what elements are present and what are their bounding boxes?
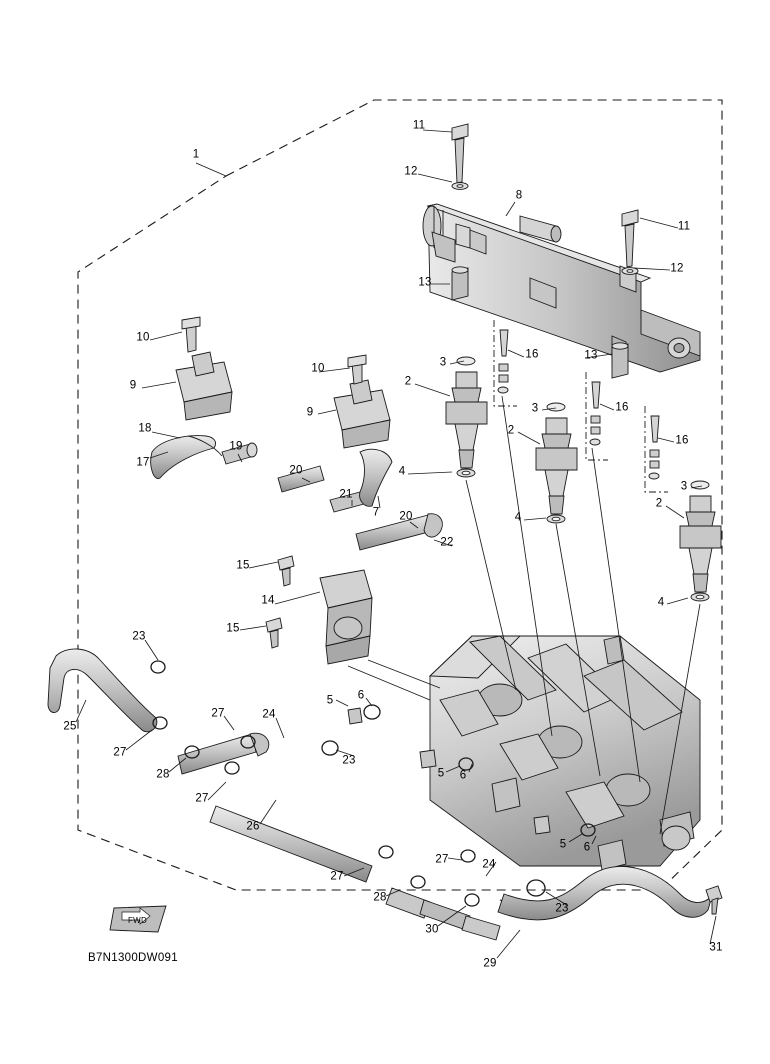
- callout-number: 25: [63, 720, 77, 733]
- callout-number: 23: [132, 630, 146, 643]
- callout-number: 23: [555, 902, 569, 915]
- callout-number: 3: [439, 356, 447, 369]
- callout-number: 27: [211, 707, 225, 720]
- callout-number: 10: [311, 362, 325, 375]
- fwd-direction-label: FWD: [128, 916, 148, 925]
- callout-number: 24: [262, 708, 276, 721]
- callout-number: 5: [559, 838, 567, 851]
- callout-number: 12: [404, 165, 418, 178]
- callout-number: 9: [306, 406, 314, 419]
- callout-number: 17: [136, 456, 150, 469]
- callout-number: 20: [289, 464, 303, 477]
- callout-number: 24: [482, 858, 496, 871]
- callout-number: 16: [525, 348, 539, 361]
- callout-number: 13: [584, 349, 598, 362]
- callout-number: 14: [261, 594, 275, 607]
- callout-number: 27: [195, 792, 209, 805]
- throttle-body-assembly: [430, 636, 700, 870]
- callout-number: 7: [372, 506, 380, 519]
- callout-number: 2: [404, 375, 412, 388]
- callout-number: 2: [655, 497, 663, 510]
- callout-number: 4: [398, 465, 406, 478]
- callout-number: 13: [418, 276, 432, 289]
- callout-number: 20: [399, 510, 413, 523]
- callout-number: 27: [435, 853, 449, 866]
- callout-number: 16: [615, 401, 629, 414]
- callout-number: 26: [246, 820, 260, 833]
- callout-number: 5: [326, 694, 334, 707]
- isc-valve: [266, 556, 372, 664]
- callout-number: 22: [440, 536, 454, 549]
- callout-number: 2: [507, 424, 515, 437]
- callout-number: 6: [459, 769, 467, 782]
- injector-left: [446, 320, 517, 477]
- callout-number: 3: [680, 480, 688, 493]
- callout-number: 4: [514, 511, 522, 524]
- callout-number: 19: [229, 440, 243, 453]
- callout-number: 27: [113, 746, 127, 759]
- callout-number: 15: [226, 622, 240, 635]
- callout-number: 10: [136, 331, 150, 344]
- callout-number: 27: [330, 870, 344, 883]
- part-reference-code: B7N1300DW091: [88, 952, 178, 964]
- callout-number: 8: [515, 189, 523, 202]
- callout-number: 11: [412, 119, 426, 132]
- callout-number: 29: [483, 957, 497, 970]
- callout-number: 18: [138, 422, 152, 435]
- hoses-upper: [151, 436, 443, 550]
- callout-number: 28: [156, 768, 170, 781]
- callout-number: 5: [437, 767, 445, 780]
- callout-number: 21: [339, 488, 353, 501]
- callout-number: 4: [657, 596, 665, 609]
- callout-number: 6: [583, 841, 591, 854]
- callout-number: 1: [192, 148, 200, 161]
- callout-number: 30: [425, 923, 439, 936]
- callout-number: 16: [675, 434, 689, 447]
- callout-number: 6: [357, 689, 365, 702]
- injector-middle: [536, 372, 608, 523]
- callout-number: 12: [670, 262, 684, 275]
- callout-number: 9: [129, 379, 137, 392]
- callout-number: 3: [531, 402, 539, 415]
- callout-number: 23: [342, 754, 356, 767]
- callout-number: 28: [373, 891, 387, 904]
- callout-number: 15: [236, 559, 250, 572]
- sensor-left: [176, 317, 232, 420]
- callout-number: 11: [677, 220, 691, 233]
- callout-number: 31: [709, 941, 723, 954]
